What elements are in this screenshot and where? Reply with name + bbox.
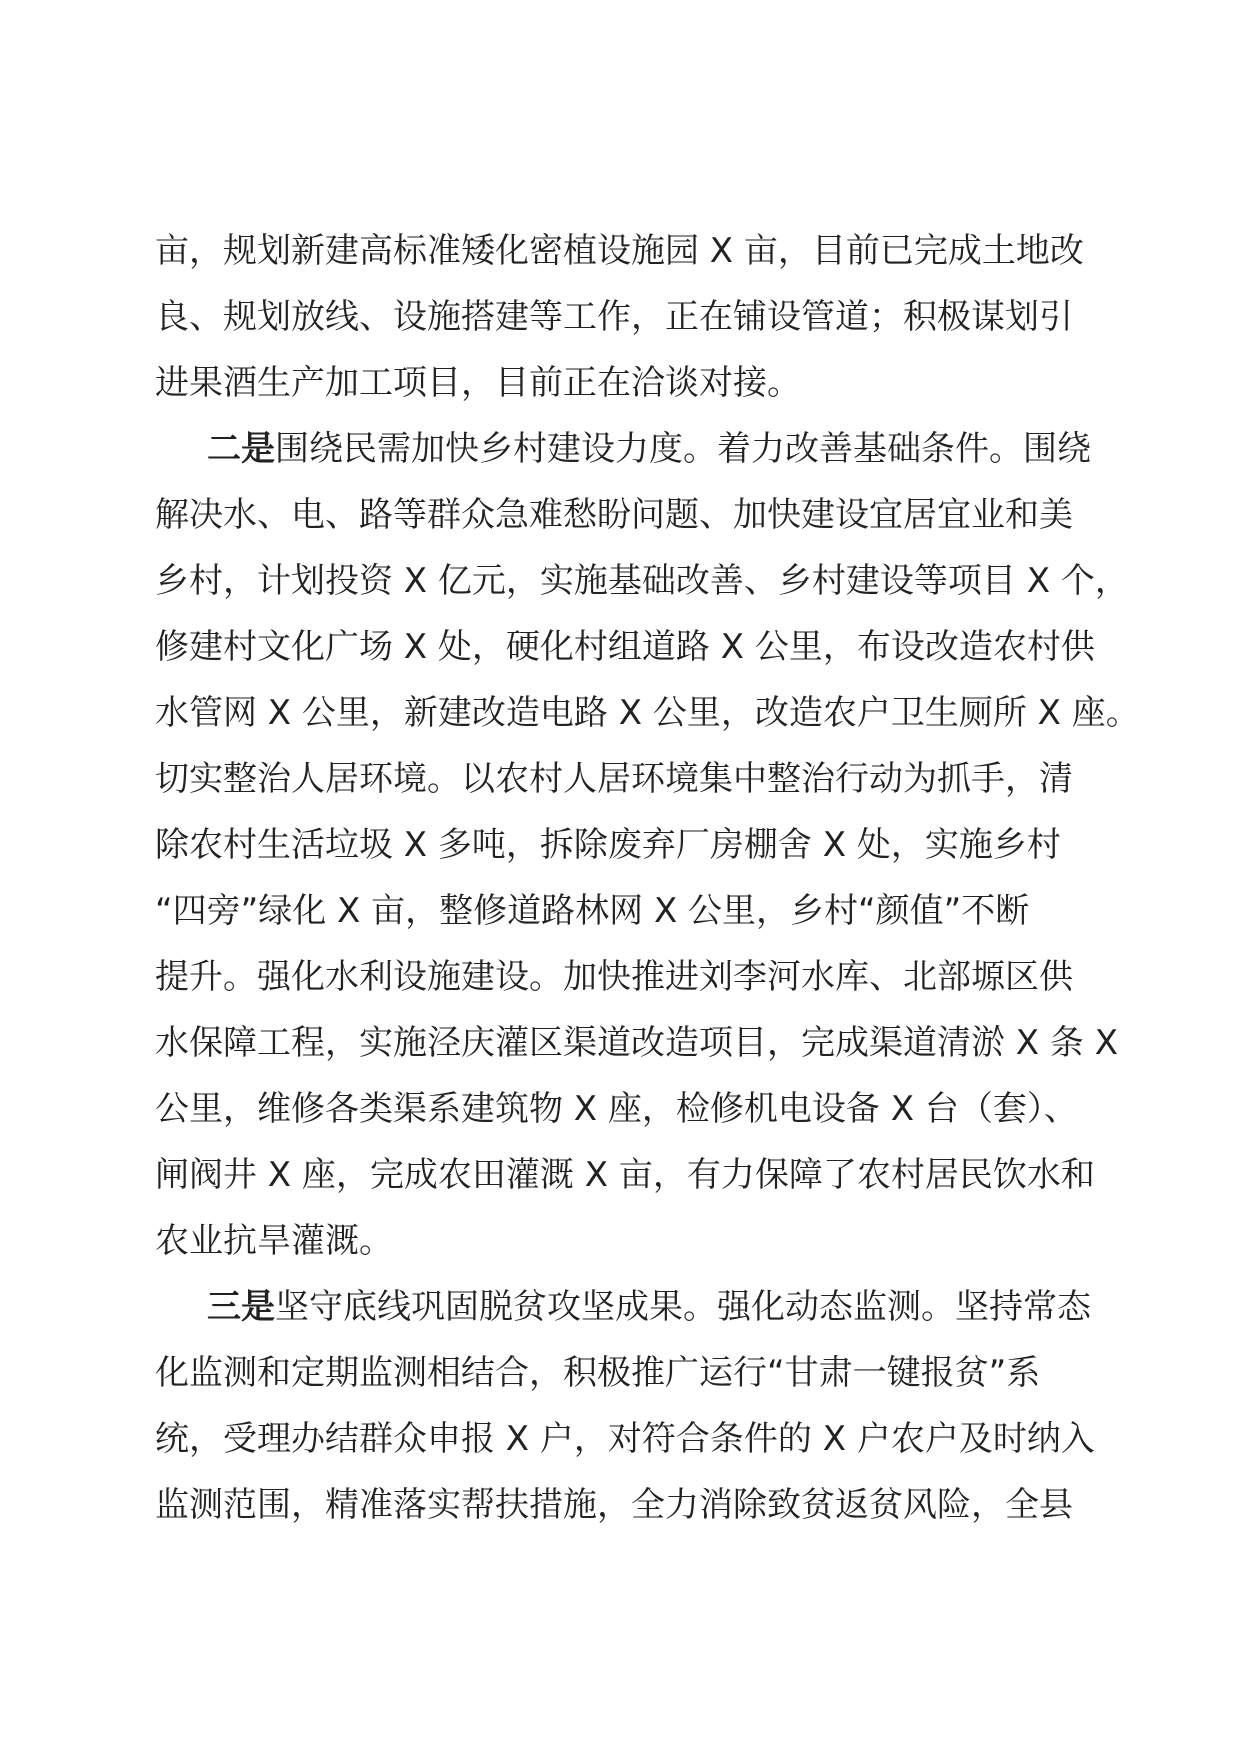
paragraph-2-line-8: “四旁”绿化 X 亩，整修道路林网 X 公里，乡村“颜值”不断 — [155, 891, 1030, 931]
paragraph-2-line-9: 提升。强化水利设施建设。加快推进刘李河水库、北部塬区供 — [155, 957, 1073, 997]
paragraph-3-line-1 — [155, 1274, 1100, 1340]
paragraph-3-line-4: 监测范围，精准落实帮扶措施，全力消除致贫返贫风险，全县 — [155, 1485, 1073, 1525]
paragraph-2-line-3: 乡村，计划投资 X 亿元，实施基础改善、乡村建设等项目 X 个， — [155, 561, 1129, 601]
paragraph-1 — [155, 218, 1100, 416]
paragraph-1-line-3: 进果酒生产加工项目，目前正在洽谈对接。 — [155, 363, 801, 403]
paragraph-2-lead: 二是 — [207, 429, 275, 469]
paragraph-3-first-line-text: 坚守底线巩固脱贫攻坚成果。强化动态监测。坚持常态 — [275, 1287, 1091, 1327]
paragraph-2-line-1 — [155, 416, 1100, 482]
paragraph-2 — [155, 416, 1140, 1274]
paragraph-2-line-7: 除农村生活垃圾 X 多吨，拆除废弃厂房棚舍 X 处，实施乡村 — [155, 825, 1061, 865]
paragraph-1-line-1: 亩，规划新建高标准矮化密植设施园 X 亩，目前已完成土地改 — [155, 231, 1084, 271]
paragraph-3-line-2: 化监测和定期监测相结合，积极推广运行“甘肃一键报贫”系 — [155, 1353, 1041, 1393]
paragraph-2-line-12: 闸阀井 X 座，完成农田灌溉 X 亩，有力保障了农村居民饮水和 — [155, 1155, 1095, 1195]
paragraph-2-line-4: 修建村文化广场 X 处，硬化村组道路 X 公里，布设改造农村供 — [155, 627, 1095, 667]
paragraph-3 — [155, 1274, 1100, 1538]
paragraph-3-line-3: 统，受理办结群众申报 X 户，对符合条件的 X 户农户及时纳入 — [155, 1419, 1095, 1459]
paragraph-2-first-line-text: 围绕民需加快乡村建设力度。着力改善基础条件。围绕 — [275, 429, 1091, 469]
paragraph-2-line-2: 解决水、电、路等群众急难愁盼问题、加快建设宜居宜业和美 — [155, 495, 1073, 535]
paragraph-2-line-10: 水保障工程，实施泾庆灌区渠道改造项目，完成渠道清淤 X 条 X — [155, 1023, 1119, 1063]
paragraph-2-line-5: 水管网 X 公里，新建改造电路 X 公里，改造农户卫生厕所 X 座。 — [155, 693, 1140, 733]
paragraph-2-line-13: 农业抗旱灌溉。 — [155, 1221, 393, 1261]
paragraph-3-lead: 三是 — [207, 1287, 275, 1327]
document-body — [155, 218, 1140, 1538]
paragraph-2-line-11: 公里，维修各类渠系建筑物 X 座，检修机电设备 X 台（套）、 — [155, 1089, 1078, 1129]
paragraph-1-line-2: 良、规划放线、设施搭建等工作，正在铺设管道；积极谋划引 — [155, 297, 1073, 337]
paragraph-2-line-6: 切实整治人居环境。以农村人居环境集中整治行动为抓手，清 — [155, 759, 1073, 799]
